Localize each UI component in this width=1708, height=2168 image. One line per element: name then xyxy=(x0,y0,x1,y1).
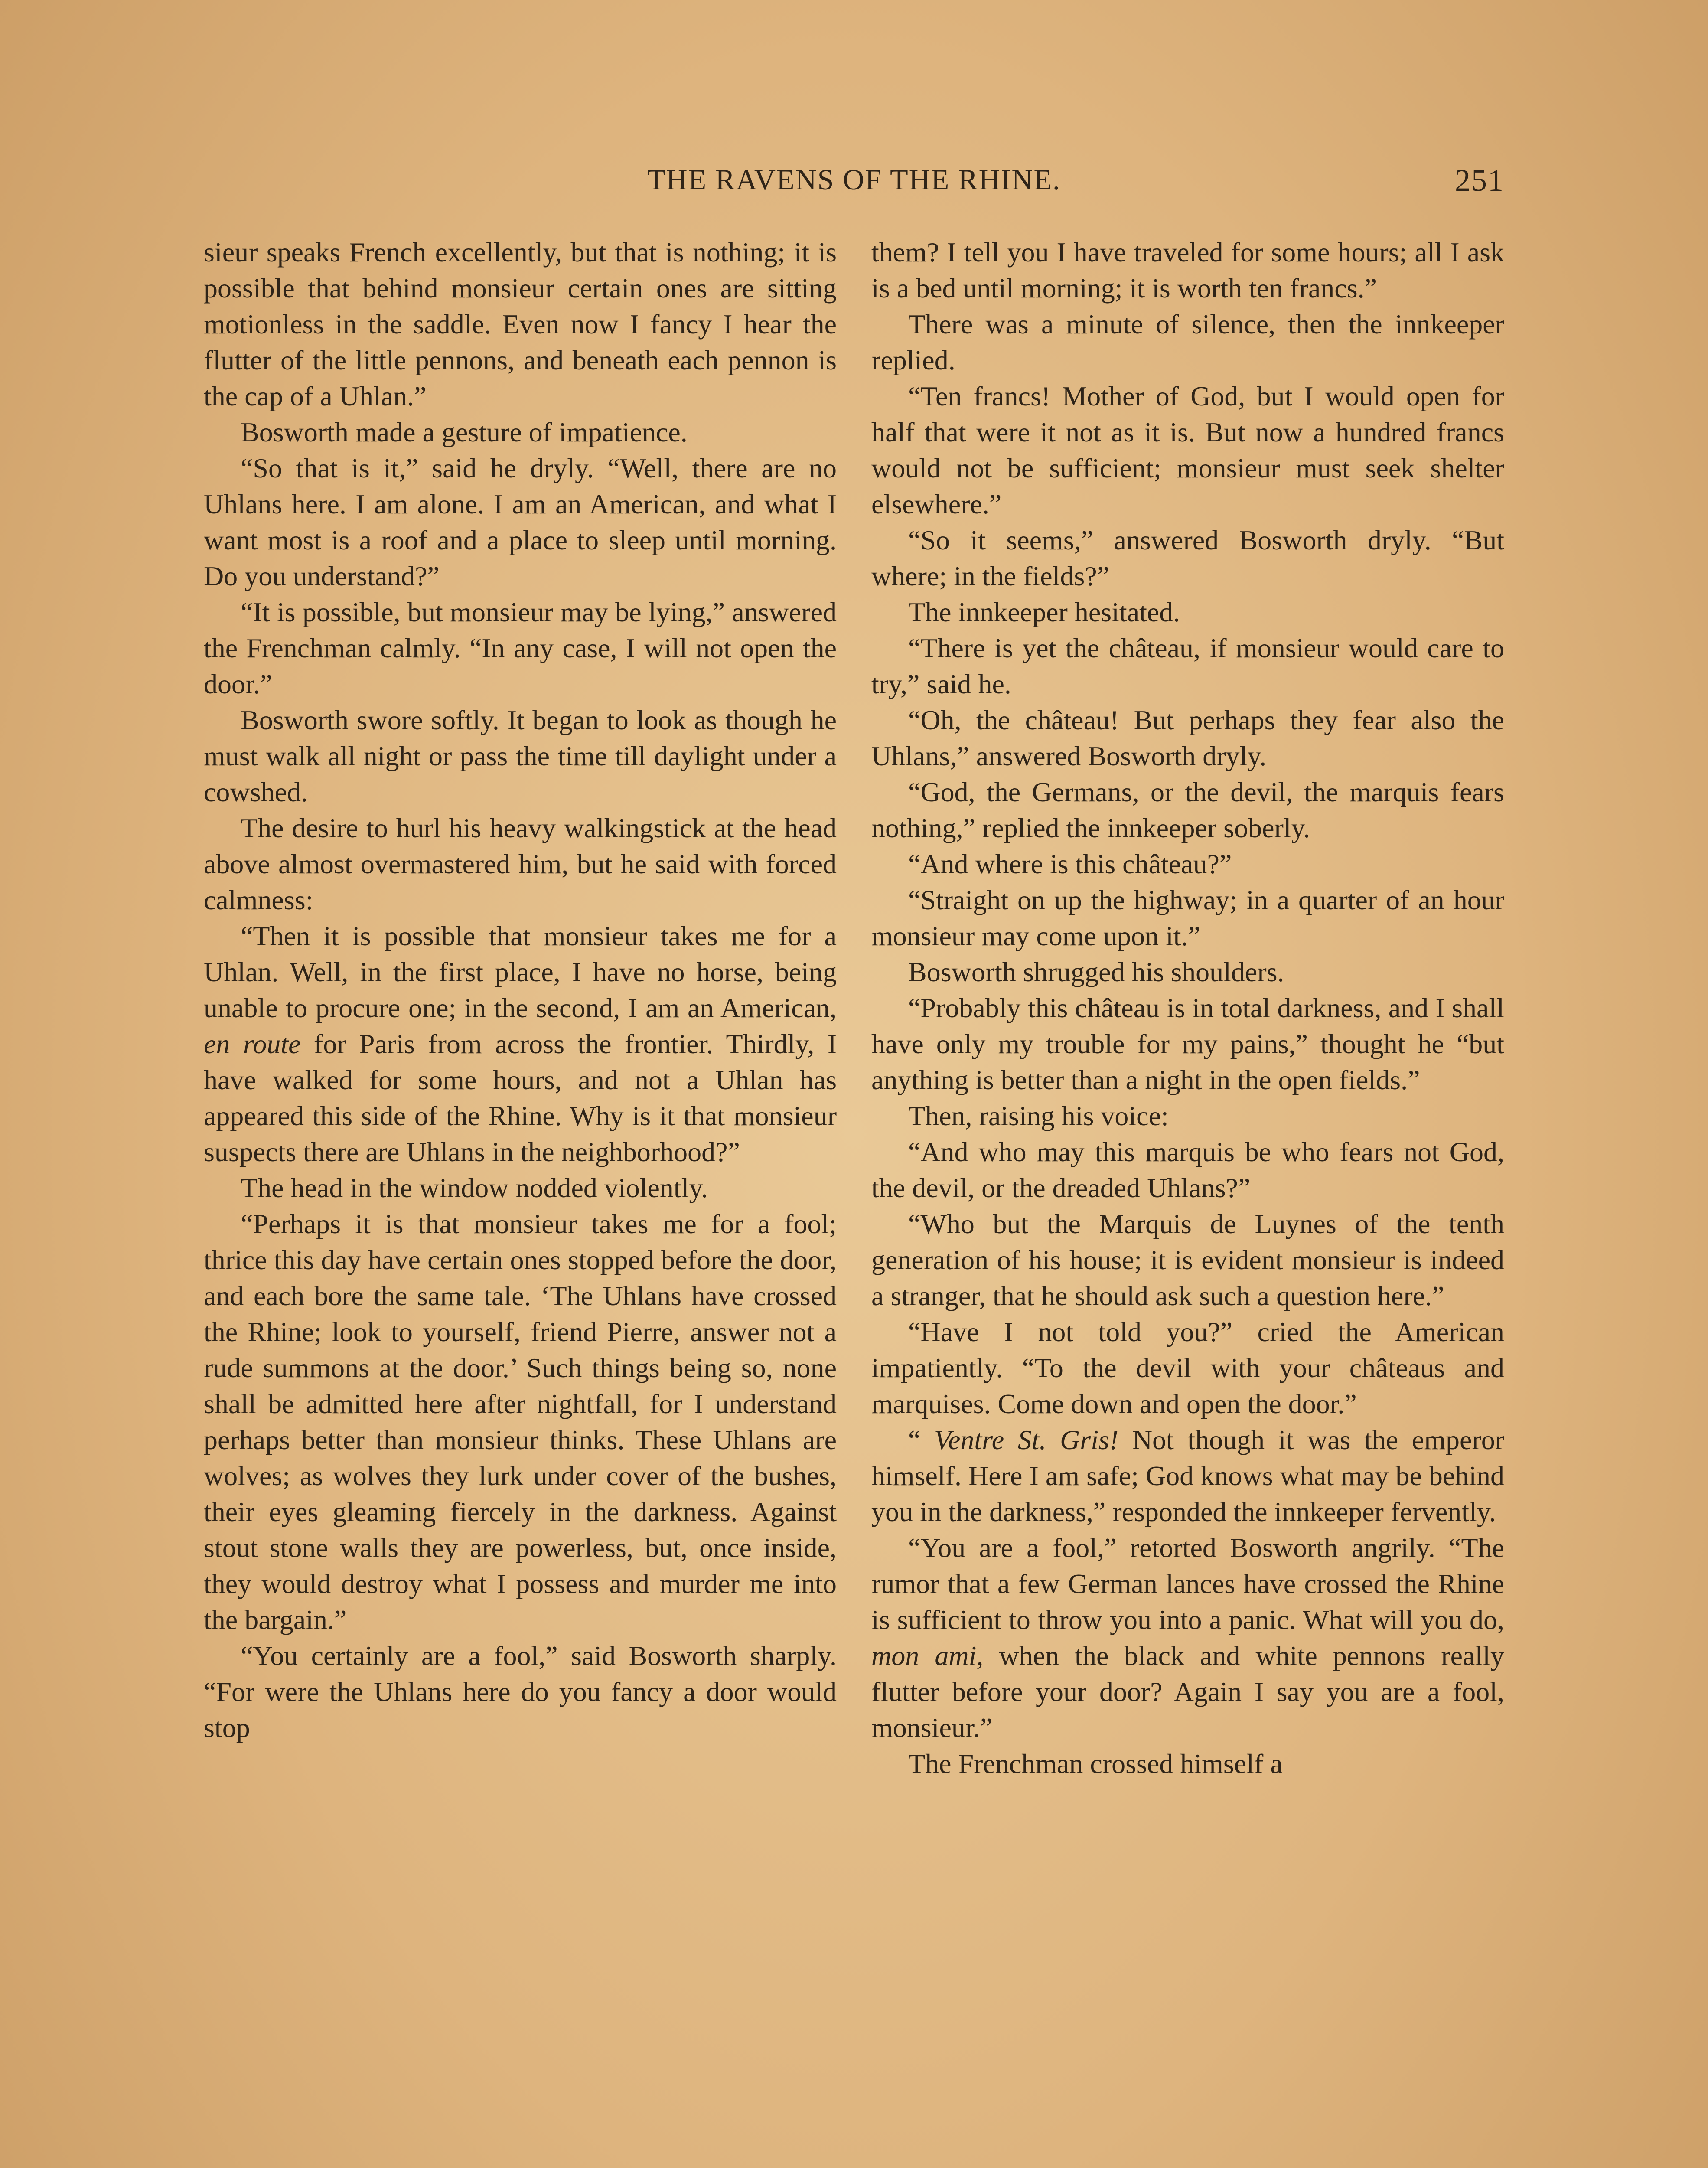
paragraph-text: sieur speaks French excellently, but that is nothing; it is possible that behind monsieur certain ones are sitting motionless in the saddle. Even now I fancy I hear the flutter of the little pennons, and beneath each pennon is the cap of a Uhlan.” xyxy=(204,237,837,411)
right-text-column xyxy=(871,234,1504,1782)
paragraph xyxy=(871,1422,1504,1530)
paragraph-text: “ xyxy=(908,1424,921,1455)
paragraph xyxy=(204,450,837,594)
paragraph xyxy=(871,594,1504,630)
paragraph-text-continued: when the black and white pennons really flutter before your door? Again I say you are a fool, monsieur.” xyxy=(871,1640,1505,1743)
paragraph xyxy=(871,378,1504,522)
paragraph xyxy=(871,1530,1504,1746)
paragraph xyxy=(871,522,1504,594)
paragraph xyxy=(204,594,837,702)
paragraph xyxy=(204,1206,837,1638)
paragraph-text: There was a minute of silence, then the innkeeper replied. xyxy=(871,309,1504,375)
paragraph xyxy=(871,1746,1504,1782)
paragraph xyxy=(871,774,1504,846)
paragraph-text: The desire to hurl his heavy walkingstick at the head above almost overmastered him, but he said with forced calmness: xyxy=(204,813,837,915)
paragraph xyxy=(204,1170,837,1206)
paragraph-text: Then, raising his voice: xyxy=(908,1100,1169,1131)
paragraph-text: Bosworth made a gesture of impatience. xyxy=(241,417,688,447)
paragraph-text: “Have I not told you?” cried the American impatiently. “To the devil with your châteaus and marquises. Come down and open the door.” xyxy=(871,1316,1504,1419)
paragraph-text-continued: for Paris from across the frontier. Thirdly, I have walked for some hours, and not a Uhlan has appeared this side of the Rhine. Why is it that monsieur suspects there are Uhlans in the neighborhood?” xyxy=(204,1028,837,1167)
paragraph-text: “It is possible, but monsieur may be lying,” answered the Frenchman calmly. “In any case, I will not open the door.” xyxy=(204,597,837,699)
paragraph xyxy=(204,810,837,918)
paragraph xyxy=(871,1314,1504,1422)
italic-phrase: en route xyxy=(204,1028,301,1059)
running-head xyxy=(204,163,1504,210)
paragraph xyxy=(204,918,837,1170)
paragraph xyxy=(204,1638,837,1746)
paragraph-text: “Then it is possible that monsieur takes me for a Uhlan. Well, in the first place, I have no horse, being unable to procure one; in the second, I am an American, xyxy=(204,921,837,1023)
paragraph-text-continued: Not though it was the emperor himself. Here I am safe; God knows what may be behind you in the darkness,” responded the innkeeper fervently. xyxy=(871,1424,1505,1527)
paragraph-text: “Oh, the château! But perhaps they fear also the Uhlans,” answered Bosworth dryly. xyxy=(871,705,1504,771)
left-text-column xyxy=(204,234,837,1746)
paragraph xyxy=(871,1206,1504,1314)
italic-phrase: mon ami, xyxy=(871,1640,984,1671)
paragraph-text: “Who but the Marquis de Luynes of the tenth generation of his house; it is evident monsieur is indeed a stranger, that he should ask such a question here.” xyxy=(871,1208,1504,1311)
paragraph-text: Bosworth shrugged his shoulders. xyxy=(908,957,1284,987)
paragraph xyxy=(204,702,837,810)
paragraph-text: “You are a fool,” retorted Bosworth angrily. “The rumor that a few German lances have crossed the Rhine is sufficient to throw you into a panic. What will you do, xyxy=(871,1532,1504,1635)
paragraph-text: “So that is it,” said he dryly. “Well, there are no Uhlans here. I am alone. I am an American, and what I want most is a roof and a place to sleep until morning. Do you understand?” xyxy=(204,453,837,591)
paragraph-text: “There is yet the château, if monsieur would care to try,” said he. xyxy=(871,633,1504,699)
paragraph-text: “God, the Germans, or the devil, the marquis fears nothing,” replied the innkeeper soberly. xyxy=(871,777,1504,843)
paragraph-text: The Frenchman crossed himself a xyxy=(908,1748,1283,1779)
paragraph-text: The innkeeper hesitated. xyxy=(908,597,1180,627)
paragraph-text: “You certainly are a fool,” said Bosworth sharply. “For were the Uhlans here do you fancy a door would stop xyxy=(204,1640,837,1743)
paragraph-text: “And who may this marquis be who fears not God, the devil, or the dreaded Uhlans?” xyxy=(871,1136,1504,1203)
paragraph xyxy=(871,846,1504,882)
paragraph-text: “Perhaps it is that monsieur takes me for a fool; thrice this day have certain ones stopped before the door, and each bore the same tale. ‘The Uhlans have crossed the Rhine; look to yourself, friend Pierre, answer not a rude summons at the door.’ Such things being so, none shall be admitted here after nightfall, for I understand perhaps better than monsieur thinks. These Uhlans are wolves; as wolves they lurk under cover of the bushes, their eyes gleaming fiercely in the darkness. Against stout stone walls they are powerless, but, once inside, they would destroy what I possess and murder me into the bargain.” xyxy=(204,1208,837,1635)
paragraph xyxy=(871,306,1504,378)
paragraph xyxy=(871,234,1504,306)
italic-phrase: Ventre St. Gris! xyxy=(934,1424,1119,1455)
paragraph xyxy=(871,1134,1504,1206)
paragraph xyxy=(204,234,837,414)
paragraph-text: “And where is this château?” xyxy=(908,849,1232,879)
paragraph xyxy=(871,990,1504,1098)
paragraph-text: “Straight on up the highway; in a quarter of an hour monsieur may come upon it.” xyxy=(871,885,1504,951)
paragraph xyxy=(871,882,1504,954)
paragraph-text: “Probably this château is in total darkness, and I shall have only my trouble for my pains,” thought he “but anything is better than a night in the open fields.” xyxy=(871,993,1504,1095)
page-number: 251 xyxy=(1455,163,1504,198)
paragraph xyxy=(204,414,837,450)
paragraph xyxy=(871,1098,1504,1134)
paragraph-text: The head in the window nodded violently. xyxy=(241,1172,708,1203)
paragraph xyxy=(871,630,1504,702)
paragraph xyxy=(871,954,1504,990)
paragraph-text: them? I tell you I have traveled for some hours; all I ask is a bed until morning; it is worth ten francs.” xyxy=(871,237,1504,304)
paragraph-text: “Ten francs! Mother of God, but I would open for half that were it not as it is. But now a hundred francs would not be sufficient; monsieur must seek shelter elsewhere.” xyxy=(871,381,1504,519)
running-title: THE RAVENS OF THE RHINE. xyxy=(647,163,1061,196)
paragraph-text: Bosworth swore softly. It began to look as though he must walk all night or pass the time till daylight under a cowshed. xyxy=(204,705,837,807)
paragraph xyxy=(871,702,1504,774)
paragraph-text: “So it seems,” answered Bosworth dryly. “But where; in the fields?” xyxy=(871,525,1504,591)
